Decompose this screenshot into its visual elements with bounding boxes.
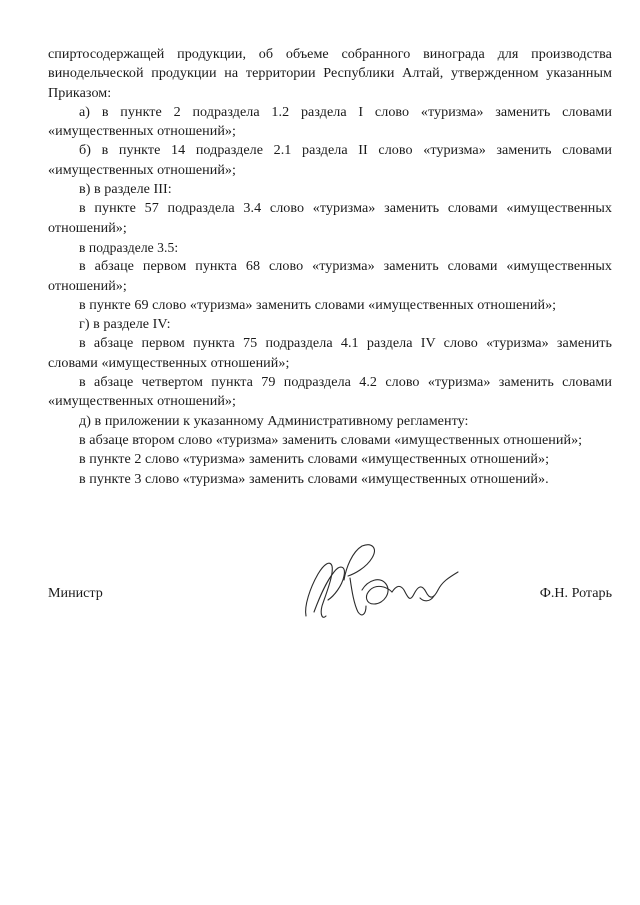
paragraph: в пункте 2 слово «туризма» заменить словами «имущественных отношений»; <box>79 451 550 468</box>
paragraph: спиртосодержащей продукции, об объеме собранного винограда для производства винодельческой продукции на территории Республики Алтай, утвержденном указанным Приказом: <box>48 46 612 101</box>
paragraph: в) в разделе III: <box>79 181 172 198</box>
paragraph: а) в пункте 2 подраздела 1.2 раздела I слово «туризма» заменить словами «имущественных отношений»; <box>48 103 612 140</box>
paragraph: в пункте 3 слово «туризма» заменить словами «имущественных отношений». <box>79 470 549 487</box>
signer-name: Ф.Н. Ротарь <box>539 585 612 601</box>
signer-position: Министр <box>48 585 103 601</box>
paragraph: д) в приложении к указанному Административному регламенту: <box>79 412 469 429</box>
paragraph: в пункте 57 подраздела 3.4 слово «туризма» заменить словами «имущественных отношений»; <box>48 200 612 236</box>
document-body <box>48 45 612 489</box>
paragraph: в абзаце первом пункта 68 слово «туризма» заменить словами «имущественных отношений»; <box>48 258 612 294</box>
paragraph: в абзаце первом пункта 75 подраздела 4.1 раздела IV слово «туризма» заменить словами «имущественных отношений»; <box>48 335 612 371</box>
paragraph: г) в разделе IV: <box>79 316 171 333</box>
handwritten-signature <box>300 540 475 628</box>
signature-block <box>48 540 612 630</box>
paragraph: в абзаце четвертом пункта 79 подраздела 4.2 слово «туризма» заменить словами «имущественных отношений»; <box>48 374 612 410</box>
paragraph: в пункте 69 слово «туризма» заменить словами «имущественных отношений»; <box>79 296 557 313</box>
paragraph: в подразделе 3.5: <box>79 239 179 255</box>
paragraph: б) в пункте 14 подразделе 2.1 раздела II слово «туризма» заменить словами «имущественных отношений»; <box>48 142 612 178</box>
paragraph: в абзаце втором слово «туризма» заменить словами «имущественных отношений»; <box>79 431 583 448</box>
